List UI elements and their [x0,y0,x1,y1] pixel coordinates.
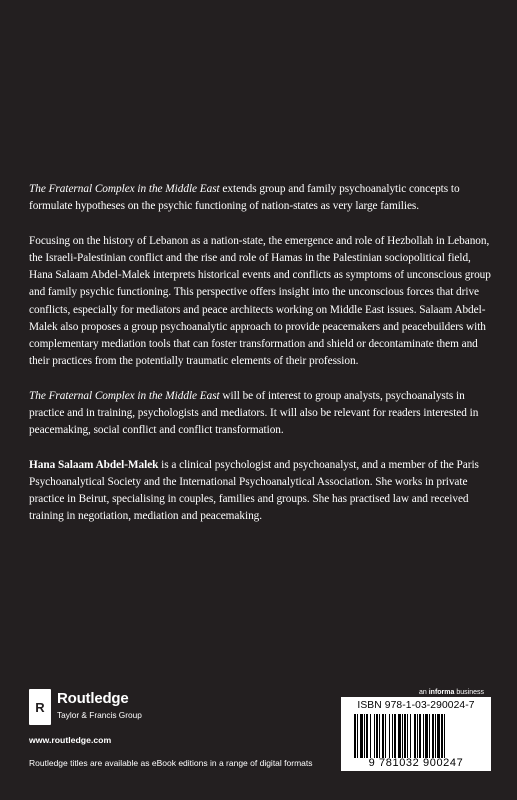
barcode-bar [435,714,436,758]
barcode-bar [414,714,416,758]
logo-letter: R [35,700,45,715]
barcode-panel [341,697,491,771]
informa-prefix: an [419,689,429,696]
barcode-bar [419,714,421,758]
author-name: Hana Salaam Abdel-Malek [29,458,159,471]
barcode-bar [389,714,390,758]
blurb-text: extends group and family psychoanalytic concepts to formulate hypotheses on the psychic functioning of nation-states as very large families. [29,183,460,213]
barcode-bar [370,714,371,758]
informa-business-label [419,689,484,696]
barcode-bar [354,714,356,758]
barcode-bar [382,714,384,758]
ebook-note: Routledge titles are available as eBook editions in a range of digital formats [29,758,313,768]
publisher-name: Routledge [57,690,129,707]
barcode-bar [392,714,393,758]
barcode-bar [425,714,428,758]
barcode-bar [441,714,443,758]
barcode-bar [366,714,368,758]
barcode-bar [379,714,380,758]
barcode-bar [357,714,358,758]
book-title: The Fraternal Complex in the Middle East [29,183,220,195]
publisher-website[interactable]: www.routledge.com [29,735,112,745]
barcode-bar [404,714,406,758]
barcode-bar [407,714,408,758]
barcode-bar [360,714,363,758]
barcode-bar [376,714,378,758]
blurb [29,181,491,543]
barcode-bar [374,714,375,758]
barcode-bar [432,714,434,758]
barcode-bar [394,714,396,758]
bio-text: is a clinical psychologist and psychoanalyst, and a member of the Paris Psychoanalytical Society and the International Psychoanalytical Association. She works in private practice in Beirut, specialising in couples, families and groups. She has practised law and received training in negotiation, mediation and peacemaking. [29,458,479,523]
routledge-r-icon [29,689,51,725]
blurb-paragraph-3 [29,388,491,440]
author-bio [29,457,491,526]
blurb-paragraph-1 [29,181,491,215]
barcode-bar [398,714,401,758]
informa-brand: informa [428,689,455,696]
barcode-bar [444,714,445,758]
barcode-bar [364,714,365,758]
barcode-icon [354,714,478,758]
barcode-bar [423,714,424,758]
blurb-text: will be of interest to group analysts, psychoanalysts in practice and in training, psychologists and mediators. It will also be relevant for readers interested in peacemaking, social conflict and conflict transformation. [29,389,479,437]
barcode-bar [429,714,430,758]
book-title: The Fraternal Complex in the Middle East [29,389,220,402]
barcode-bar [410,714,411,758]
barcode-bar [402,714,403,758]
routledge-logo [29,689,189,729]
barcode-bar [417,714,418,758]
informa-suffix: business [454,689,484,696]
barcode-bar [437,714,440,758]
publisher-subtitle: Taylor & Francis Group [57,710,142,720]
barcode-bar [385,714,386,758]
barcode-number: 9 781032 900247 [368,757,464,769]
blurb-paragraph-2: Focusing on the history of Lebanon as a nation-state, the emergence and role of Hezbollah in Lebanon, the Israeli-Palestinian conflict and the rise and role of Hamas in the Palestinian sociopolitical field, Hana Salaam Abdel-Malek interprets historical events and conflicts as symptoms of unconscious group and family psychic functioning. This perspective offers insight into the unconscious forces that drive conflicts, especially for mediators and peace architects working on Middle East issues. Salaam Abdel-Malek also proposes a group psychoanalytic approach to provide peacemakers and peacebuilders with complementary mediation tools that can foster transformation and shield or decontaminate them and their practices from the potentially traumatic elements of their profession. [29,234,491,368]
isbn-label: ISBN 978-1-03-290024-7 [357,700,475,711]
